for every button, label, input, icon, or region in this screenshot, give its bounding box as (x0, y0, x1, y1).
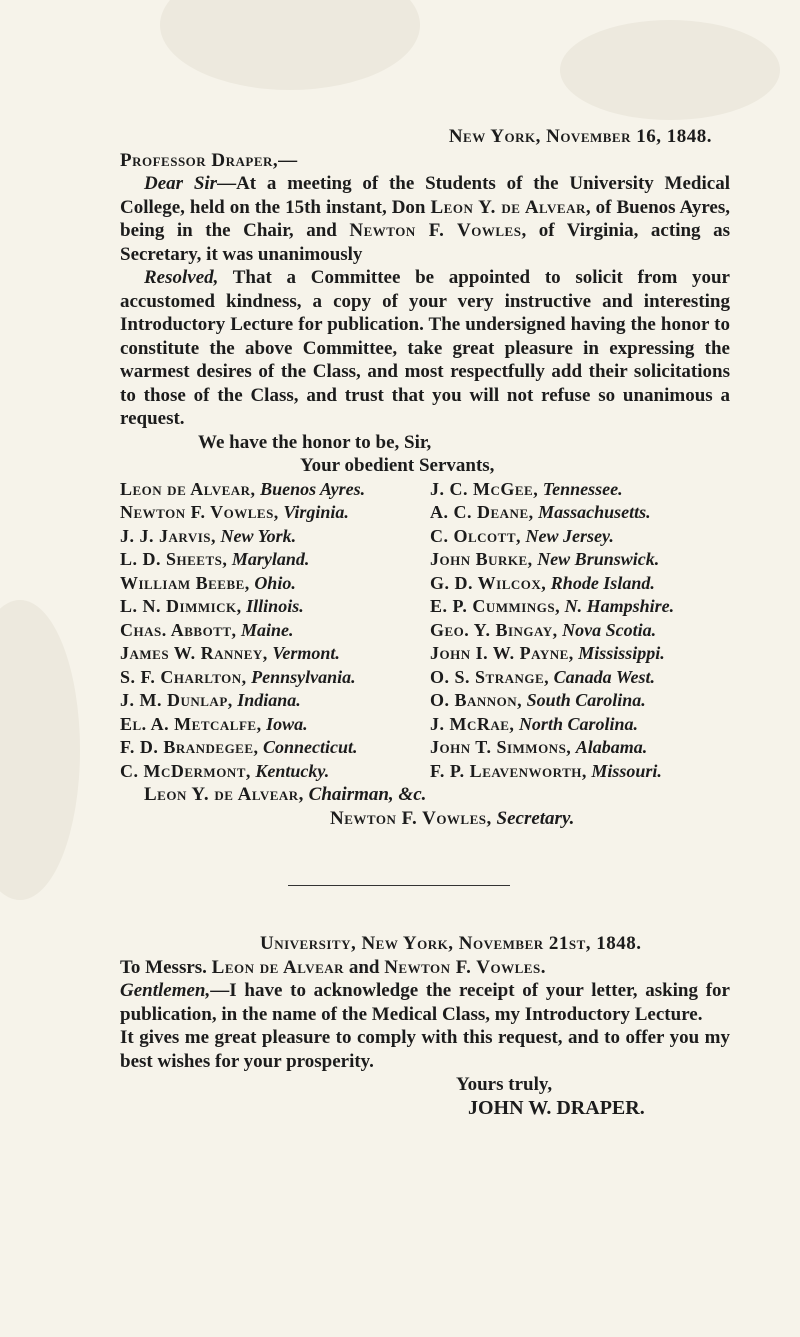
letter1-body-part1: —At a meeting of the Students of the University Medical College, held on the 15th instant, Don (120, 173, 730, 218)
committee-left-column (120, 478, 420, 784)
committee-member: C. Olcott, New Jersey. (430, 525, 614, 546)
section-divider (288, 885, 510, 886)
letter1-addressee: Professor Draper,— (120, 149, 298, 171)
draper-signature: JOHN W. DRAPER. (468, 1096, 645, 1119)
committee-member: O. S. Strange, Canada West. (430, 666, 655, 687)
resolved-word: Resolved, (144, 267, 219, 288)
committee-member: C. McDermont, Kentucky. (120, 760, 330, 781)
committee-member: F. D. Brandegee, Connecticut. (120, 737, 358, 757)
committee-member: J. McRae, North Carolina. (430, 713, 638, 734)
committee-member: J. J. Jarvis, New York. (120, 525, 297, 546)
committee-member: John Burke, New Brunswick. (430, 549, 660, 569)
committee-member: F. P. Leavenworth, Missouri. (430, 760, 662, 781)
closing-line-2: Your obedient Servants, (300, 455, 495, 476)
committee-member: Newton F. Vowles, Virginia. (120, 502, 349, 522)
letter1-body-part2: , of Buenos Ayres, being in the Chair, and (120, 196, 730, 241)
committee-member: Chas. Abbott, Maine. (120, 619, 294, 640)
secretary-name: Newton F. Vowles (349, 220, 522, 241)
letter2-closing: Yours truly, (456, 1074, 553, 1095)
letter1-body-part3: , of Virginia, acting as Secretary, it was unanimously (120, 220, 730, 265)
paper-stain (560, 20, 780, 120)
committee-member: Leon de Alvear, Buenos Ayres. (120, 478, 366, 499)
letter1-dateline: New York, November 16, 1848. (448, 126, 712, 147)
secretary-signature: Newton F. Vowles, Secretary. (330, 807, 575, 829)
committee-member: John T. Simmons, Alabama. (430, 737, 648, 757)
letter2-addressee: To Messrs. Leon de Alvear and Newton F. Vowles. (120, 956, 546, 978)
committee-member: El. A. Metcalfe, Iowa. (120, 713, 308, 734)
resolution-text: That a Committee be appointed to solicit from your accustomed kindness, a copy of your very instructive and interesting Introductory Lecture for publication. The undersigned having the honor to constitute the above Committee, take great pleasure in expressing the warmest desires of the Class, and most respectfully add their solicitations to those of the Class, and trust that you will not refuse so unanimous a request. (120, 267, 730, 429)
paper-stain (160, 0, 420, 90)
committee-member: A. C. Deane, Massachusetts. (430, 502, 651, 522)
committee-right-column (430, 478, 730, 784)
committee-member: J. C. McGee, Tennessee. (430, 478, 623, 499)
committee-member: John I. W. Payne, Mississippi. (430, 643, 665, 663)
committee-member: William Beebe, Ohio. (120, 572, 296, 593)
letter2-dateline: University, New York, November 21st, 1848. (260, 933, 642, 954)
closing-line-1: We have the honor to be, Sir, (198, 431, 432, 453)
president-name: Leon Y. de Alvear (430, 196, 586, 218)
letter2-body-1: Gentlemen,—I have to acknowledge the receipt of your letter, asking for publication, in the name of the Medical Class, my Introductory Lecture. (120, 980, 730, 1025)
committee-member: Geo. Y. Bingay, Nova Scotia. (430, 619, 657, 640)
committee-member: S. F. Charlton, Pennsylvania. (120, 666, 356, 687)
committee-list (120, 478, 730, 784)
committee-member: L. D. Sheets, Maryland. (120, 549, 310, 569)
letter1-salutation: Dear Sir (144, 173, 218, 194)
reply-letter (120, 932, 730, 1120)
chairman-signature: Leon Y. de Alvear, Chairman, &c. (144, 784, 427, 805)
letter2-salutation: Gentlemen, (120, 980, 211, 1001)
committee-member: James W. Ranney, Vermont. (120, 643, 340, 663)
paper-stain (0, 600, 80, 900)
letter1-body (120, 172, 730, 266)
committee-member: E. P. Cummings, N. Hampshire. (430, 596, 675, 616)
committee-member: G. D. Wilcox, Rhode Island. (430, 572, 655, 593)
resolution (120, 266, 730, 431)
committee-letter (120, 125, 730, 830)
committee-member: O. Bannon, South Carolina. (430, 690, 646, 710)
letter2-body-2: It gives me great pleasure to comply with this request, and to offer you my best wishes for your prosperity. (120, 1027, 730, 1072)
committee-member: L. N. Dimmick, Illinois. (120, 596, 304, 616)
committee-member: J. M. Dunlap, Indiana. (120, 690, 301, 710)
